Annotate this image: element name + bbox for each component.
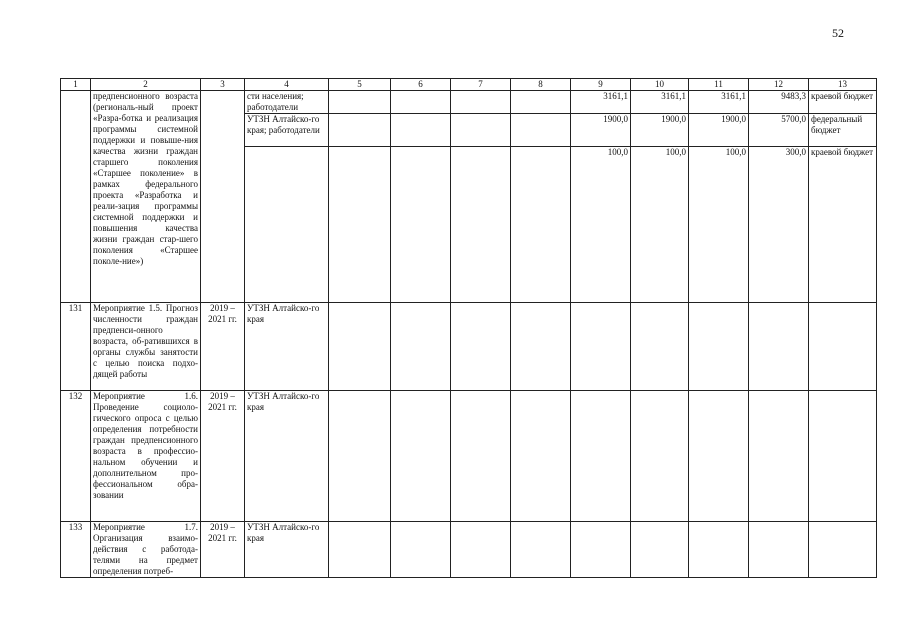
- value-cell: 3161,1: [689, 91, 749, 114]
- col-header: 4: [245, 79, 329, 91]
- executor: УТЗН Алтайско-го края: [245, 522, 329, 578]
- measure-description: Мероприятие 1.7. Организация взаимо-действия с работода-телями на предмет определения потреб-: [91, 522, 201, 578]
- col-header: 3: [201, 79, 245, 91]
- measure-description: предпенсионного возраста (региональ-ный проект «Разра-ботка и реализация программы системной поддержки и повыше-ния качества жизни граждан старшего поколения «Старшее поколение» в рамках федерального проекта «Разработка и реали-зация программы системной поддержки и повышения качества жизни граждан стар-шего поколения «Старшее поколе-ние»): [91, 91, 201, 303]
- value-cell: 100,0: [689, 147, 749, 303]
- value-cell: 1900,0: [571, 114, 631, 147]
- executor: сти населения; работодатели: [245, 91, 329, 114]
- table-row: [61, 91, 877, 114]
- funding-source: краевой бюджет: [809, 91, 877, 114]
- table-row: [61, 391, 877, 522]
- executor: [245, 147, 329, 303]
- executor: УТЗН Алтайско-го края: [245, 303, 329, 391]
- value-cell: 1900,0: [689, 114, 749, 147]
- value-cell: 3161,1: [631, 91, 689, 114]
- table-row: [61, 522, 877, 578]
- col-header: 5: [329, 79, 391, 91]
- col-header: 6: [391, 79, 451, 91]
- col-header: 7: [451, 79, 511, 91]
- value-cell: 5700,0: [749, 114, 809, 147]
- measure-description: Мероприятие 1.6. Проведение социоло-гического опроса с целью определения потребности граждан предпенсионного возраста в профессио-нальном обучении и дополнительном про-фессиональном обра-зовании: [91, 391, 201, 522]
- header-row: [61, 79, 877, 91]
- table-row: [61, 303, 877, 391]
- col-header: 10: [631, 79, 689, 91]
- executor: УТЗН Алтайско-го края; работодатели: [245, 114, 329, 147]
- funding-source: федеральный бюджет: [809, 114, 877, 147]
- value-cell: 3161,1: [571, 91, 631, 114]
- value-cell: 100,0: [571, 147, 631, 303]
- col-header: 12: [749, 79, 809, 91]
- col-header: 8: [511, 79, 571, 91]
- budget-table: [60, 78, 877, 578]
- row-number: 133: [61, 522, 91, 578]
- executor: УТЗН Алтайско-го края: [245, 391, 329, 522]
- col-header: 9: [571, 79, 631, 91]
- value-cell: 100,0: [631, 147, 689, 303]
- col-header: 2: [91, 79, 201, 91]
- page-number: 52: [832, 26, 844, 40]
- row-number: 131: [61, 303, 91, 391]
- funding-source: краевой бюджет: [809, 147, 877, 303]
- row-number: 132: [61, 391, 91, 522]
- period: 2019 – 2021 гг.: [201, 522, 245, 578]
- period: 2019 – 2021 гг.: [201, 391, 245, 522]
- value-cell: 1900,0: [631, 114, 689, 147]
- measure-description: Мероприятие 1.5. Прогноз численности граждан предпенси-онного возраста, об-ратившихся в органы службы занятости с целью поиска подхо-дящей работы: [91, 303, 201, 391]
- period: 2019 – 2021 гг.: [201, 303, 245, 391]
- value-cell: 300,0: [749, 147, 809, 303]
- col-header: 1: [61, 79, 91, 91]
- col-header: 11: [689, 79, 749, 91]
- value-cell: 9483,3: [749, 91, 809, 114]
- col-header: 13: [809, 79, 877, 91]
